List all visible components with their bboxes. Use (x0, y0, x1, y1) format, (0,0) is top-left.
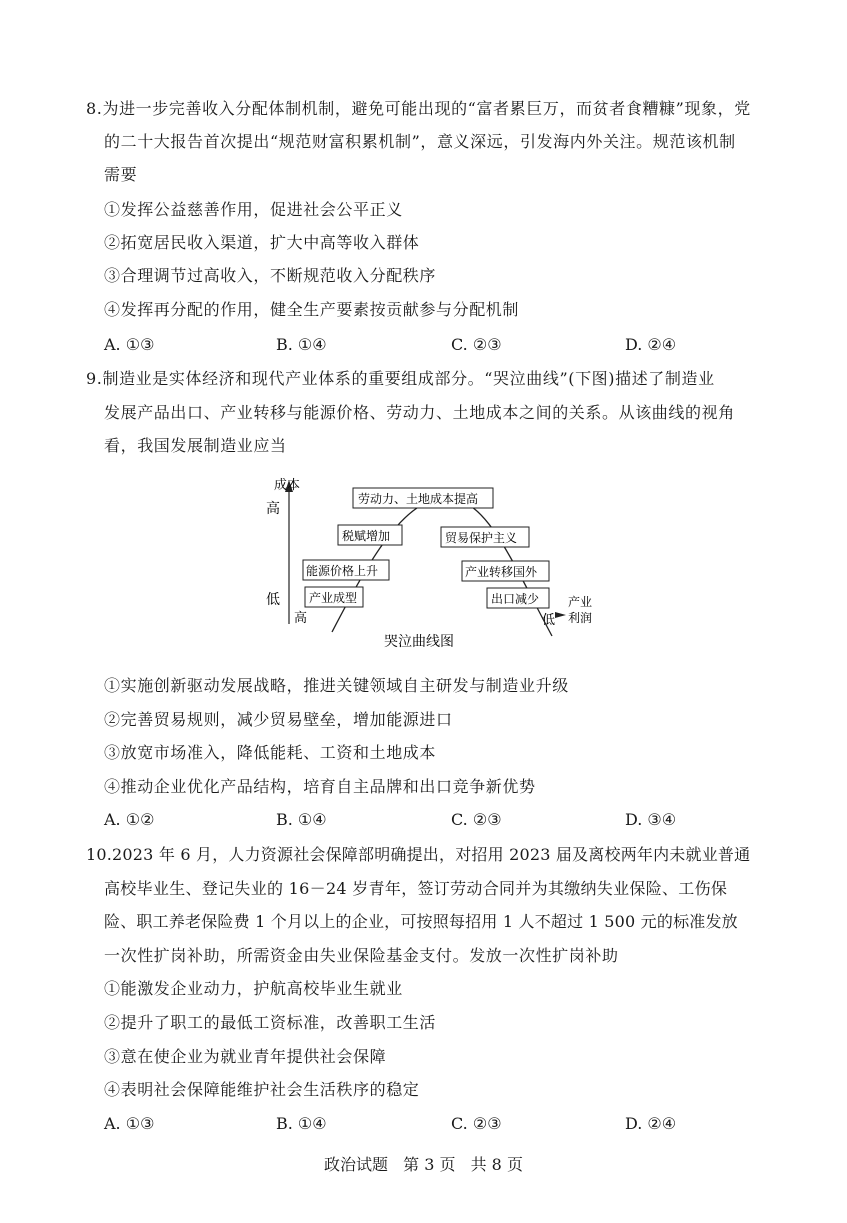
question-10-option-c: C. ②③ (451, 1114, 502, 1133)
question-9-option-a: A. ①② (104, 810, 155, 829)
y-axis-high-label: 高 (266, 501, 280, 517)
box-right-1-label: 贸易保护主义 (445, 531, 518, 545)
question-10-item-2: ②提升了职工的最低工资标准，改善职工生活 (104, 1013, 437, 1032)
question-8-item-2: ②拓宽居民收入渠道，扩大中高等收入群体 (104, 233, 420, 252)
question-10-stem-line-3: 险、职工养老保险费 1 个月以上的企业，可按照每招用 1 人不超过 1 500 元的标准发放 (104, 912, 738, 931)
page-footer (0, 1154, 847, 1176)
question-10-option-b: B. ①④ (276, 1114, 327, 1133)
footer-total-pages: 共 8 页 (470, 1155, 523, 1174)
question-9-stem-line-3: 看，我国发展制造业应当 (104, 436, 287, 455)
y-axis-low-label: 低 (266, 592, 280, 608)
question-10-item-4: ④表明社会保障能维护社会生活秩序的稳定 (104, 1080, 420, 1099)
question-9-option-c: C. ②③ (451, 810, 502, 829)
x-axis-high-label: 高 (294, 611, 308, 626)
crying-curve-diagram (250, 474, 610, 664)
question-10-stem-line-1: 10.2023 年 6 月，人力资源社会保障部明确提出，对招用 2023 届及离校两年内未就业普通 (86, 845, 751, 864)
question-8-stem-line-2: 的二十大报告首次提出“规范财富积累机制”，意义深远，引发海内外关注。规范该机制 (104, 132, 736, 151)
box-left-2-label: 能源价格上升 (306, 564, 379, 578)
question-10-stem-line-4: 一次性扩岗补助，所需资金由失业保险基金支付。发放一次性扩岗补助 (104, 946, 619, 965)
question-8-item-4: ④发挥再分配的作用，健全生产要素按贡献参与分配机制 (104, 300, 520, 319)
box-left-3-label: 产业成型 (309, 591, 358, 605)
question-9-item-2: ②完善贸易规则，减少贸易壁垒，增加能源进口 (104, 710, 453, 729)
x-axis-label-line-2: 利润 (568, 611, 593, 625)
question-9-item-3: ③放宽市场准入，降低能耗、工资和土地成本 (104, 743, 437, 762)
box-right-2-label: 产业转移国外 (465, 565, 538, 579)
question-10-stem-line-2: 高校毕业生、登记失业的 16－24 岁青年，签订劳动合同并为其缴纳失业保险、工伤保 (104, 879, 728, 898)
x-axis-low-label: 低 (542, 613, 556, 628)
footer-subject: 政治试题 (324, 1155, 389, 1174)
question-8-item-1: ①发挥公益慈善作用，促进社会公平正义 (104, 200, 403, 219)
question-9-option-b: B. ①④ (276, 810, 327, 829)
question-8-option-a: A. ①③ (104, 335, 155, 354)
question-10-item-3: ③意在使企业为就业青年提供社会保障 (104, 1047, 387, 1066)
question-9-stem-line-1: 9.制造业是实体经济和现代产业体系的重要组成部分。“哭泣曲线”(下图)描述了制造业 (86, 369, 715, 388)
question-9-stem-line-2: 发展产品出口、产业转移与能源价格、劳动力、土地成本之间的关系。从该曲线的视角 (104, 403, 735, 422)
question-8-option-b: B. ①④ (276, 335, 327, 354)
question-8-option-d: D. ②④ (625, 335, 677, 354)
question-10-option-a: A. ①③ (104, 1114, 155, 1133)
question-8-option-c: C. ②③ (451, 335, 502, 354)
x-axis-label-line-1: 产业 (568, 595, 593, 609)
question-10-option-d: D. ②④ (625, 1114, 677, 1133)
box-left-1-label: 税赋增加 (342, 529, 391, 543)
question-10-item-1: ①能激发企业动力，护航高校毕业生就业 (104, 979, 403, 998)
box-right-3-label: 出口减少 (491, 592, 540, 606)
question-8-stem-line-3: 需要 (104, 165, 138, 184)
question-9-item-4: ④推动企业优化产品结构，培育自主品牌和出口竞争新优势 (104, 777, 536, 796)
question-8-stem-line-1: 8.为进一步完善收入分配体制机制，避免可能出现的“富者累巨万，而贫者食糟糠”现象，党 (86, 99, 751, 118)
x-axis-arrow-icon (555, 612, 566, 618)
question-9-item-1: ①实施创新驱动发展战略，推进关键领域自主研发与制造业升级 (104, 676, 569, 695)
question-8-item-3: ③合理调节过高收入，不断规范收入分配秩序 (104, 266, 437, 285)
diagram-caption: 哭泣曲线图 (384, 634, 454, 650)
footer-page-number: 第 3 页 (403, 1155, 456, 1174)
y-axis-label: 成本 (274, 478, 301, 493)
box-top-label: 劳动力、土地成本提高 (358, 492, 479, 506)
question-9-option-d: D. ③④ (625, 810, 677, 829)
